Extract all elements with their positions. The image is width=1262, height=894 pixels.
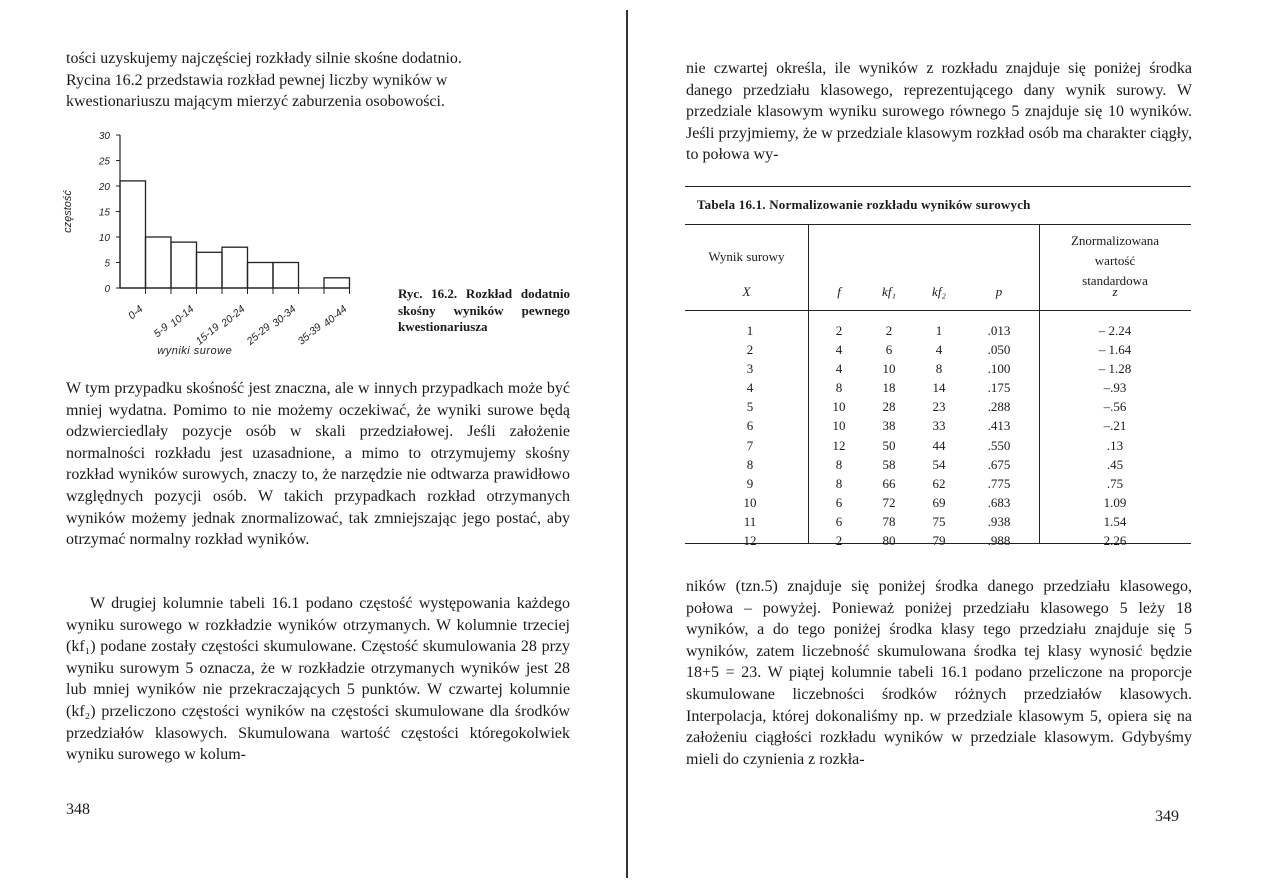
x-tick-label-30-34: 30-34 <box>270 303 299 330</box>
table-cell-kf2-10: 69 <box>932 494 946 510</box>
table-cell-p-7: .550 <box>987 437 1011 453</box>
table-cell-X-4: 4 <box>746 380 754 396</box>
table-cell-f-9: 8 <box>835 475 843 491</box>
x-tick-label-25-29: 25-29 <box>244 321 273 348</box>
table-rule-top <box>685 224 1191 225</box>
table-cell-X-3: 3 <box>746 361 754 377</box>
table-cell-X-10: 10 <box>743 494 757 510</box>
column-f <box>819 321 859 550</box>
bar-15-19 <box>197 252 223 288</box>
y-tick-label-5: 5 <box>104 258 110 270</box>
table-cell-f-7: 12 <box>832 437 846 453</box>
table-cell-f-8: 8 <box>835 456 843 472</box>
figure-caption: Ryc. 16.2. Rozkład dodatnio skośny wyników pewnego kwestionariusza <box>398 286 570 334</box>
y-axis-label: częstość <box>62 190 74 233</box>
bar-30-34 <box>273 263 299 289</box>
table-cell-kf2-5: 23 <box>932 399 946 415</box>
table-cell-p-9: .775 <box>987 475 1011 491</box>
table-cell-kf2-12: 79 <box>932 533 946 549</box>
header-f: f <box>837 284 841 299</box>
table-cell-p-11: .938 <box>987 513 1011 529</box>
intro-line-1: tości uzyskujemy najczęściej rozkłady silnie skośne dodatnio. <box>66 50 462 67</box>
table-cell-kf1-1: 2 <box>885 323 893 338</box>
header-p: p <box>995 284 1003 299</box>
header-z-line-1: Znormalizowana <box>1070 233 1160 248</box>
table-cell-kf1-3: 10 <box>882 361 896 377</box>
table-cell-f-12: 2 <box>835 533 843 549</box>
y-tick-label-30: 30 <box>98 132 110 142</box>
table-cell-X-6: 6 <box>746 418 754 434</box>
table-cell-X-7: 7 <box>746 437 754 453</box>
column-x <box>725 321 775 550</box>
table-cell-kf2-1: 1 <box>935 323 943 338</box>
table-vrule-2 <box>1039 225 1040 543</box>
column-p <box>974 321 1024 550</box>
table-cell-p-12: .988 <box>987 533 1011 549</box>
histogram-chart <box>60 132 380 362</box>
table-cell-z-9: .75 <box>1106 475 1124 491</box>
table-cell-kf1-7: 50 <box>882 437 896 453</box>
bar-0-4 <box>120 181 146 288</box>
table-rule-header <box>685 310 1191 311</box>
x-tick-label-0-4: 0-4 <box>126 303 146 323</box>
table-cell-f-5: 10 <box>832 399 846 415</box>
page-gutter <box>626 10 628 878</box>
header-kf1: kf₁ <box>882 284 896 299</box>
y-tick-label-10: 10 <box>98 233 110 244</box>
table-cell-kf1-2: 6 <box>885 342 893 358</box>
table-cell-z-10: 1.09 <box>1103 494 1127 510</box>
table-cell-z-5: –.56 <box>1103 399 1127 415</box>
table-cell-z-7: .13 <box>1106 437 1124 453</box>
column-kf1 <box>869 321 909 550</box>
table-cell-z-12: 2.26 <box>1103 533 1127 549</box>
table-cell-f-3: 4 <box>835 361 843 377</box>
table-cell-X-2: 2 <box>746 342 754 358</box>
table-cell-kf2-11: 75 <box>932 513 946 529</box>
table-cell-z-2: – 1.64 <box>1098 342 1132 358</box>
table-cell-p-3: .100 <box>987 361 1011 377</box>
table-cell-f-2: 4 <box>835 342 843 358</box>
paragraph-bottom-right: ników (tzn.5) znajduje się poniżej środka danego przedziału klasowego, połowa – powyżej. Ponieważ poniżej przedziału klasowego 5 leży 18 wyników, a do tego poniżej środka klasy tego przedziału znajduje się 5 wyników, zatem liczebność skumulowana środka tej klasy wynosić będzie 18+5 = 23. W piątej kolumnie tabeli 16.1 podano przeliczone na proporcje skumulowane liczebności środków różnych przedziałów klasowych. Interpolacja, której dokonaliśmy np. w przedziale klasowym 5, opiera się na założeniu ciągłości rozkładu wyników w przedziale klasowym. Gdybyśmy mieli do czynienia z rozkła- <box>686 578 1192 768</box>
table-cell-X-9: 9 <box>746 475 754 491</box>
header-raw-score: Wynik surowy <box>708 249 785 264</box>
table-cell-f-1: 2 <box>835 323 843 338</box>
intro-line-2: Rycina 16.2 przedstawia rozkład pewnej liczby wyników w <box>66 71 448 89</box>
table-cell-kf1-4: 18 <box>882 380 896 396</box>
right-page <box>632 0 1262 894</box>
page-number-right: 349 <box>1155 808 1179 825</box>
header-kf2: kf₂ <box>932 284 946 299</box>
bar-40-44 <box>324 278 350 288</box>
intro-line-3: kwestionariuszu mającym mierzyć zaburzenia osobowości. <box>66 93 445 111</box>
table-cell-z-1: – 2.24 <box>1098 323 1132 338</box>
table-cell-X-1: 1 <box>746 323 754 338</box>
table-cell-f-6: 10 <box>832 418 846 434</box>
table-cell-z-11: 1.54 <box>1103 513 1127 529</box>
x-tick-label-20-24: 20-24 <box>219 303 248 330</box>
left-page <box>0 0 626 894</box>
table-cell-X-11: 11 <box>743 513 757 529</box>
table-cell-f-10: 6 <box>835 494 843 510</box>
x-tick-label-5-9: 5-9 <box>151 321 171 341</box>
table-cell-p-2: .050 <box>987 342 1011 358</box>
table-cell-kf2-9: 62 <box>932 475 946 491</box>
table-cell-p-4: .175 <box>987 380 1011 396</box>
y-tick-label-15: 15 <box>98 207 110 219</box>
table-cell-kf2-7: 44 <box>932 437 946 453</box>
table-cell-z-8: .45 <box>1106 456 1124 472</box>
table-cell-p-6: .413 <box>987 418 1011 434</box>
x-tick-label-40-44: 40-44 <box>321 303 350 330</box>
bar-5-9 <box>146 237 172 288</box>
table-title: Tabela 16.1. Normalizowanie rozkładu wyników surowych <box>697 197 1031 212</box>
table-cell-kf1-9: 66 <box>882 475 896 491</box>
table-cell-p-8: .675 <box>987 456 1011 472</box>
table-cell-kf1-6: 38 <box>882 418 896 434</box>
table-vrule-1 <box>808 225 809 543</box>
x-tick-label-10-14: 10-14 <box>168 303 197 330</box>
intro-text <box>66 48 570 113</box>
table-cell-kf2-2: 4 <box>935 342 943 358</box>
table-cell-z-6: –.21 <box>1103 418 1127 434</box>
table-cell-f-4: 8 <box>835 380 843 396</box>
table-cell-X-5: 5 <box>746 399 754 415</box>
table-cell-z-3: – 1.28 <box>1098 361 1132 377</box>
table-cell-kf2-3: 8 <box>935 361 943 377</box>
table-cell-kf1-8: 58 <box>882 456 896 472</box>
page-number-left: 348 <box>66 801 90 818</box>
table-cell-p-1: .013 <box>987 323 1011 338</box>
table-cell-kf2-6: 33 <box>932 418 946 434</box>
y-tick-label-20: 20 <box>98 182 110 193</box>
table-cell-kf2-8: 54 <box>932 456 946 472</box>
paragraph-skewness: W tym przypadku skośność jest znaczna, ale w innych przypadkach może być mniej wydatna. Pomimo to nie możemy oczekiwać, że wyniki surowe będą odzwierciedlały pozycje osób w skali przedziałowej. Jeśli założenie normalności rozkładu jest uzasadnione, a mimo to otrzymujemy skośny rozkład wyników surowych, znaczy to, że narzędzie nie odtwarza prawidłowo względnych pozycji osób. W takich przypadkach rozkład otrzymanych wyników możemy jednak znormalizować, tak zmniejszając jego postać, aby otrzymać normalny rozkład wyników. <box>66 380 570 549</box>
bar-10-14 <box>171 242 197 288</box>
y-tick-label-0: 0 <box>104 284 110 295</box>
bar-25-29 <box>248 263 274 289</box>
bar-20-24 <box>222 247 248 288</box>
table-cell-kf1-11: 78 <box>882 513 896 529</box>
table-16-1 <box>685 186 1191 549</box>
header-z-line-2: wartość <box>1094 253 1136 268</box>
table-cell-f-11: 6 <box>835 513 843 529</box>
table-cell-p-5: .288 <box>987 399 1011 415</box>
x-axis-label: wyniki surowe <box>157 345 233 357</box>
header-z-line-3: standardowa <box>1082 273 1148 288</box>
paragraph-table-description: W drugiej kolumnie tabeli 16.1 podano częstość występowania każdego wyniku surowego w rozkładzie wyników otrzymanych. W kolumnie trzeciej (kf₁) podane zostały częstości skumulowane. Częstość skumulowania 28 przy wyniku surowym 5 oznacza, że w rozkładzie otrzymanych wyników jest 28 lub mniej wyników nie przekraczających 5 punktów. W czwartej kolumnie (kf₂) przeliczono częstości wyników na częstości skumulowane dla środków przedziałów klasowych. Skumulowana wartość częstości któregokolwiek wyniku surowego w kolum- <box>66 595 570 764</box>
table-cell-kf1-5: 28 <box>882 399 896 415</box>
table-cell-kf1-10: 72 <box>882 494 896 510</box>
column-z <box>1065 321 1165 550</box>
table-cell-X-12: 12 <box>743 533 757 549</box>
header-x: X <box>742 284 751 299</box>
table-cell-p-10: .683 <box>987 494 1011 510</box>
table-cell-kf2-4: 14 <box>932 380 946 396</box>
paragraph-top-right: nie czwartej określa, ile wyników z rozkładu znajduje się poniżej środka danego przedziału klasowego, reprezentującego dany wynik surowy. W przedziale klasowym wyniku surowego równego 5 znajduje się 10 wyników. Jeśli przyjmiemy, że w przedziale klasowym rozkład osób ma charakter ciągły, to połowa wy- <box>686 60 1192 164</box>
table-cell-X-8: 8 <box>746 456 754 472</box>
y-tick-label-25: 25 <box>98 156 110 168</box>
table-cell-z-4: –.93 <box>1103 380 1127 396</box>
x-tick-label-15-19: 15-19 <box>193 321 222 348</box>
header-z: z <box>1112 284 1118 299</box>
x-tick-label-35-39: 35-39 <box>295 321 324 348</box>
table-cell-kf1-12: 80 <box>882 533 896 549</box>
column-kf2 <box>919 321 959 550</box>
